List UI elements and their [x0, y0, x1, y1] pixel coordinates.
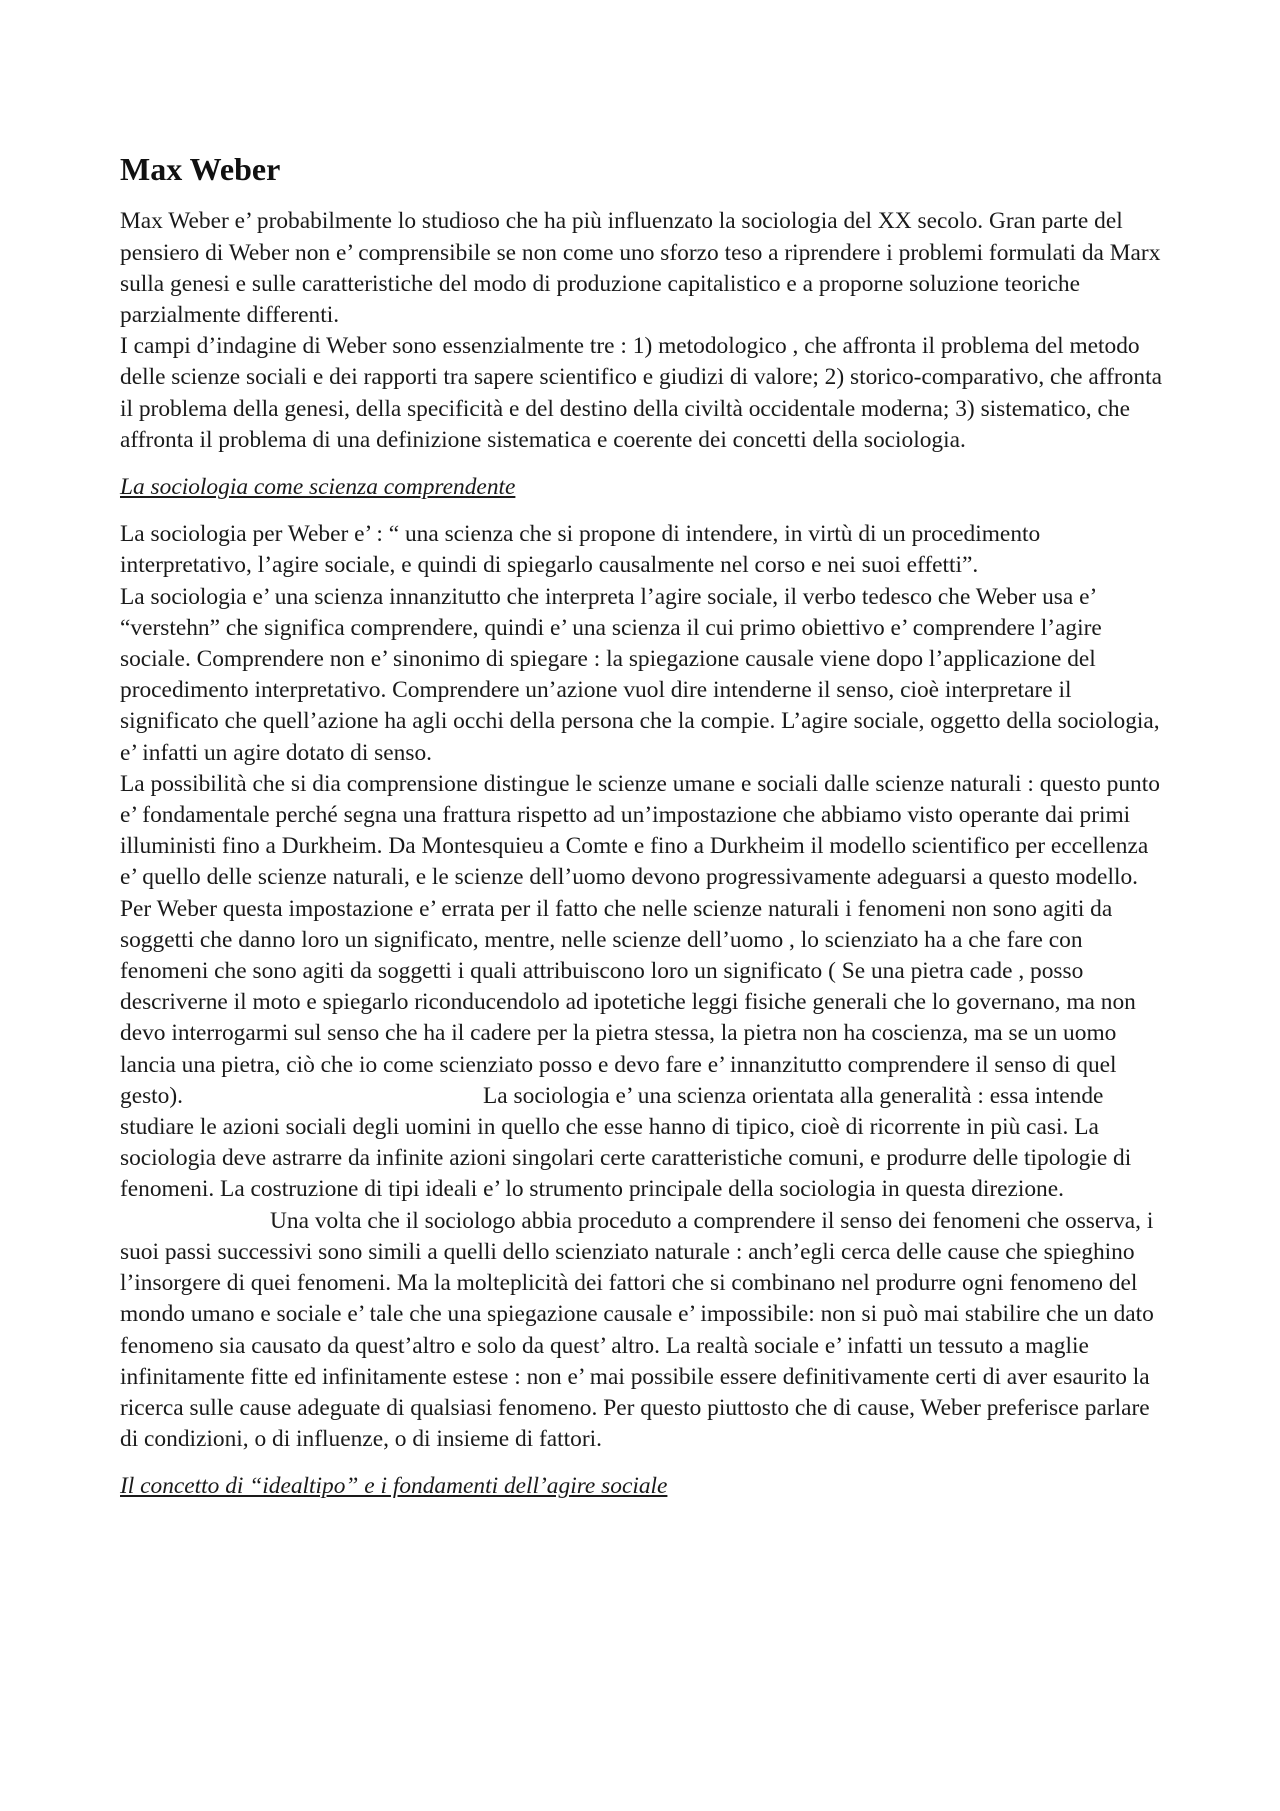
section-heading-comprendente: La sociologia come scienza comprendente — [120, 474, 516, 501]
document-title: Max Weber — [120, 151, 281, 187]
section-comprendente-body — [120, 519, 1168, 1455]
intro-section — [120, 206, 1168, 456]
generality-text: La sociologia e’ una scienza orientata alla generalità : essa intende studiare le azioni sociali degli uomini in quello che esse hanno di tipico, cioè di ricorrente in più casi. La sociologia deve astrarre da infinite azioni singolari certe caratteristiche comuni, e produrre delle tipologie di fenomeni. La costruzione di tipi ideali e’ lo strumento principale della sociologia in questa direzione. — [120, 1082, 1132, 1203]
document-body — [120, 150, 1168, 1519]
section1-paragraph-comprehension — [120, 769, 1168, 1455]
causality-text: Una volta che il sociologo abbia proceduto a comprendere il senso dei fenomeni che osserva, i suoi passi successivi sono simili a quelli dello scienziato naturale : anch’egli cerca delle cause che spieghino l’insorgere di quei fenomeni. Ma la molteplicità dei fattori che si combinano nel produrre ogni fenomeno del mondo umano e sociale e’ tale che una spiegazione causale e’ impossibile: non si può mai stabilire che un dato fenomeno sia causato da quest’altro e solo da quest’ altro. La realtà sociale e’ infatti un tessuto a maglie infinitamente fitte ed infinitamente estese : non e’ mai possibile essere definitivamente certi di aver esaurito la ricerca sulle cause adeguate di qualsiasi fenomeno. Per questo piuttosto che di cause, Weber preferisce parlare di condizioni, o di influenze, o di insieme di fattori. — [120, 1207, 1154, 1453]
section1-paragraph-definition: La sociologia per Weber e’ : “ una scienza che si propone di intendere, in virtù di un procedimento interpretativo, l’agire sociale, e quindi di spiegarlo causalmente nel corso e nei suoi effetti”. — [120, 521, 1041, 579]
intro-paragraph-2: I campi d’indagine di Weber sono essenzialmente tre : 1) metodologico , che affronta il problema del metodo delle scienze sociali e dei rapporti tra sapere scientifico e giudizi di valore; 2) storico-comparativo, che affronta il problema della genesi, della specificità e del destino della civiltà occidentale moderna; 3) sistematico, che affronta il problema di una definizione sistematica e coerente dei concetti della sociologia. — [120, 333, 1162, 453]
section1-paragraph-interpretation: La sociologia e’ una scienza innanzitutto che interpreta l’agire sociale, il verbo tedesco che Weber usa e’ “verstehn” che significa comprendere, quindi e’ una scienza il cui primo obiettivo e’ comprendere l’agire sociale. Comprendere non e’ sinonimo di spiegare : la spiegazione causale viene dopo l’applicazione del procedimento interpretativo. Comprendere un’azione vuol dire intenderne il senso, cioè interpretare il significato che quell’azione ha agli occhi della persona che la compie. L’agire sociale, oggetto della sociologia, e’ infatti un agire dotato di senso. — [120, 583, 1160, 766]
intro-paragraph-1: Max Weber e’ probabilmente lo studioso che ha più influenzato la sociologia del XX secolo. Gran parte del pensiero di Weber non e’ comprensibile se non come uno sforzo teso a riprendere i problemi formulati da Marx sulla genesi e sulle caratteristiche del modo di produzione capitalistico e a proporne soluzione teoriche parzialmente differenti. — [120, 208, 1161, 328]
comprehension-text: La possibilità che si dia comprensione distingue le scienze umane e sociali dalle scienze naturali : questo punto e’ fondamentale perché segna una frattura rispetto ad un’impostazione che abbiamo visto operante dai primi illuministi fino a Durkheim. Da Montesquieu a Comte e fino a Durkheim il modello scientifico per eccellenza e’ quello delle scienze naturali, e le scienze dell’uomo devono progressivamente adeguarsi a questo modello. Per Weber questa impostazione e’ errata per il fatto che nelle scienze naturali i fenomeni non sono agiti da soggetti che danno loro un significato, mentre, nelle scienze dell’uomo , lo scienziato ha a che fare con fenomeni che sono agiti da soggetti i quali attribuiscono loro un significato ( Se una pietra cade , posso descriverne il moto e spiegarlo riconducendolo ad ipotetiche leggi fisiche generali che lo governano, ma non devo interrogarmi sul senso che ha il cadere per la pietra stessa, la pietra non ha coscienza, ma se un uomo lancia una pietra, ciò che io come scienziato posso e devo fare e’ innanzitutto comprendere il senso di quel gesto). — [120, 770, 1160, 1109]
section-heading-idealtipo: Il concetto di “idealtipo” e i fondamenti dell’agire sociale — [120, 1473, 668, 1500]
